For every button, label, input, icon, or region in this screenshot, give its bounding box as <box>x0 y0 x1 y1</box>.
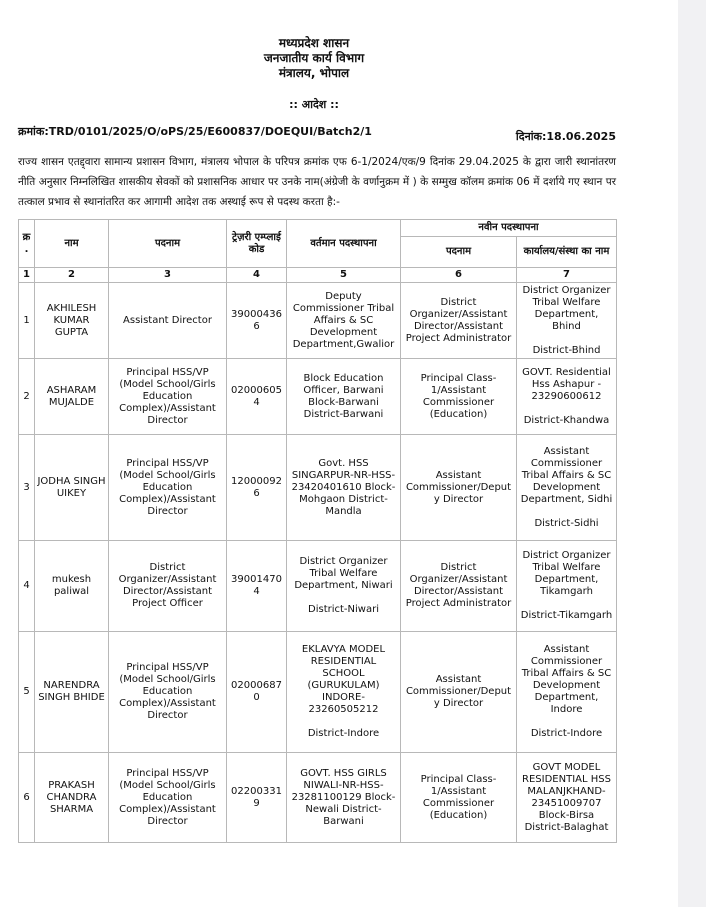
cell-designation: Principal HSS/VP (Model School/Girls Education Complex)/Assistant Director <box>109 753 227 843</box>
col-number: 7 <box>517 268 617 283</box>
office-name: District Organizer Tribal Welfare Department, Bhind <box>522 284 611 332</box>
cell-code: 022003319 <box>227 753 287 843</box>
cell-code: 020006870 <box>227 632 287 753</box>
cell-office: GOVT MODEL RESIDENTIAL HSS MALANJKHAND-23451009707 Block-Birsa District-Balaghat <box>517 753 617 843</box>
table-row <box>19 359 617 435</box>
cell-code: 020006054 <box>227 359 287 435</box>
office-name: District Organizer Tribal Welfare Department, Tikamgarh <box>522 550 611 597</box>
cell-new-designation: District Organizer/Assistant Director/Assistant Project Administrator <box>401 283 517 359</box>
table-row <box>19 541 617 632</box>
order-paragraph: राज्य शासन एतद्द्वारा सामान्य प्रशासन विभाग, मंत्रालय भोपाल के परिपत्र क्रमांक एफ 6-1/2024/एक/9 दिनांक 29.04.2025 के द्वारा जारी स्थानांतरण नीति अनुसार निम्नलिखित शासकीय सेवकों को प्रशासनिक आधार पर उनके नाम(अंग्रेजी के वर्णानुक्रम में ) के सम्मुख कॉलम क्रमांक 06 में दर्शाये गए स्थान पर तत्काल प्रभाव से स्थानांतरित कर आगामी आदेश तक अस्थाई रूप से पदस्थ करता है:- <box>18 156 616 208</box>
current-posting-name: District Organizer Tribal Welfare Department, Niwari <box>294 556 393 591</box>
cell-designation: District Organizer/Assistant Director/Assistant Project Officer <box>109 541 227 632</box>
office-name: Assistant Commissioner Tribal Affairs & SC Development Department, Indore <box>521 644 612 715</box>
office-district: District-Bhind <box>532 344 601 356</box>
cell-sno: 2 <box>19 359 35 435</box>
cell-name: NARENDRA SINGH BHIDE <box>35 632 109 753</box>
cell-current-posting <box>287 632 401 753</box>
header-current-posting: वर्तमान पदस्थापना <box>287 220 401 268</box>
cell-designation: Principal HSS/VP (Model School/Girls Education Complex)/Assistant Director <box>109 435 227 541</box>
col-number: 5 <box>287 268 401 283</box>
cell-new-designation: Principal Class-1/Assistant Commissioner (Education) <box>401 359 517 435</box>
cell-sno: 5 <box>19 632 35 753</box>
cell-office <box>517 632 617 753</box>
col-number: 6 <box>401 268 517 283</box>
cell-code: 390014704 <box>227 541 287 632</box>
cell-new-designation: District Organizer/Assistant Director/Assistant Project Administrator <box>401 541 517 632</box>
cell-designation: Principal HSS/VP (Model School/Girls Education Complex)/Assistant Director <box>109 359 227 435</box>
col-number: 1 <box>19 268 35 283</box>
table-row <box>19 283 617 359</box>
cell-office <box>517 541 617 632</box>
header-treasury-code: ट्रेज़री एम्प्लाई कोड <box>227 220 287 268</box>
order-title: :: आदेश :: <box>289 98 339 111</box>
header-department: जनजातीय कार्य विभाग <box>263 51 365 65</box>
order-date: दिनांक:18.06.2025 <box>515 130 616 143</box>
cell-designation: Assistant Director <box>109 283 227 359</box>
cell-sno: 6 <box>19 753 35 843</box>
cell-new-designation: Assistant Commissioner/Deputy Director <box>401 632 517 753</box>
col-number: 4 <box>227 268 287 283</box>
header-location: मंत्रालय, भोपाल <box>278 66 350 80</box>
office-name: Assistant Commissioner Tribal Affairs & SC Development Department, Sidhi <box>520 445 613 505</box>
cell-name: JODHA SINGH UIKEY <box>35 435 109 541</box>
cell-code: 390004366 <box>227 283 287 359</box>
reference-number: क्रमांक:TRD/0101/2025/O/oPS/25/E600837/DOEQUI/Batch2/1 <box>18 125 372 138</box>
cell-code: 120000926 <box>227 435 287 541</box>
cell-sno: 4 <box>19 541 35 632</box>
cell-office <box>517 435 617 541</box>
header-designation: पदनाम <box>109 220 227 268</box>
transfer-table <box>18 219 617 843</box>
current-posting-district: District-Niwari <box>308 604 379 615</box>
cell-name: mukesh paliwal <box>35 541 109 632</box>
table-row <box>19 435 617 541</box>
cell-name: ASHARAM MUJALDE <box>35 359 109 435</box>
cell-name: PRAKASH CHANDRA SHARMA <box>35 753 109 843</box>
office-district: District-Indore <box>530 728 603 739</box>
viewer-scroll-gutter <box>678 0 706 907</box>
cell-office <box>517 283 617 359</box>
cell-current-posting: Block Education Officer, Barwani Block-Barwani District-Barwani <box>287 359 401 435</box>
header-new-designation: पदनाम <box>401 237 517 268</box>
current-posting-name: EKLAVYA MODEL RESIDENTIAL SCHOOL (GURUKULAM) INDORE-23260505212 <box>301 644 386 715</box>
cell-current-posting <box>287 541 401 632</box>
header-government: मध्यप्रदेश शासन <box>278 36 350 50</box>
header-new-posting: नवीन पदस्थापना <box>401 220 617 237</box>
office-name: GOVT. Residential Hss Ashapur - 23290600612 <box>522 366 611 402</box>
office-district: District-Khandwa <box>523 414 610 426</box>
cell-current-posting: Deputy Commissioner Tribal Affairs & SC Development Department,Gwalior <box>287 283 401 359</box>
col-number: 3 <box>109 268 227 283</box>
col-number: 2 <box>35 268 109 283</box>
current-posting-district: District-Indore <box>307 728 380 739</box>
table-row <box>19 753 617 843</box>
office-district: District-Sidhi <box>534 517 599 529</box>
header-sno: क्र. <box>19 220 35 268</box>
cell-current-posting: GOVT. HSS GIRLS NIWALI-NR-HSS-23281100129 Block-Newali District-Barwani <box>287 753 401 843</box>
header-name: नाम <box>35 220 109 268</box>
table-row <box>19 632 617 753</box>
cell-new-designation: Assistant Commissioner/Deputy Director <box>401 435 517 541</box>
cell-new-designation: Principal Class-1/Assistant Commissioner (Education) <box>401 753 517 843</box>
cell-sno: 3 <box>19 435 35 541</box>
office-district: District-Tikamgarh <box>520 610 613 621</box>
cell-current-posting: Govt. HSS SINGARPUR-NR-HSS-23420401610 Block-Mohgaon District-Mandla <box>287 435 401 541</box>
cell-office <box>517 359 617 435</box>
cell-designation: Principal HSS/VP (Model School/Girls Education Complex)/Assistant Director <box>109 632 227 753</box>
cell-name: AKHILESH KUMAR GUPTA <box>35 283 109 359</box>
cell-sno: 1 <box>19 283 35 359</box>
header-office: कार्यालय/संस्था का नाम <box>517 237 617 268</box>
